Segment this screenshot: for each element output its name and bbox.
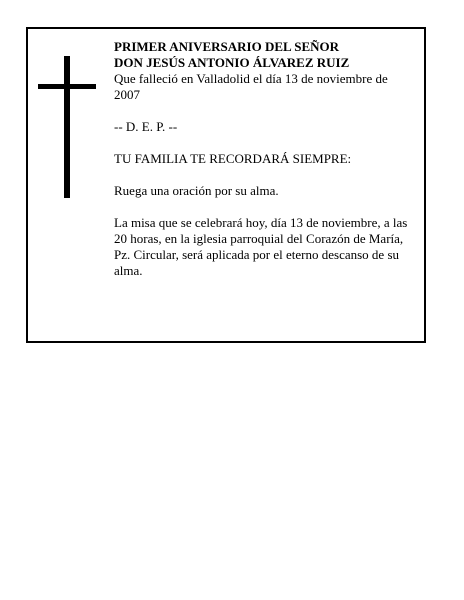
title-line-2: DON JESÚS ANTONIO ÁLVAREZ RUIZ <box>114 55 350 70</box>
spacer <box>114 199 410 215</box>
death-info: Que falleció en Valladolid el día 13 de noviembre de 2007 <box>114 71 388 102</box>
family-remembers: TU FAMILIA TE RECORDARÁ SIEMPRE: <box>114 151 352 166</box>
rip-line: -- D. E. P. -- <box>114 119 178 134</box>
spacer <box>114 135 410 151</box>
cross-horizontal-bar <box>38 84 96 89</box>
spacer <box>114 167 410 183</box>
cross-vertical-bar <box>64 56 70 198</box>
spacer <box>114 103 410 119</box>
prayer-request: Ruega una oración por su alma. <box>114 183 279 198</box>
title-line-1: PRIMER ANIVERSARIO DEL SEÑOR <box>114 39 340 54</box>
mass-info: La misa que se celebrará hoy, día 13 de noviembre, a las 20 horas, en la iglesia parroquial del Corazón de María, Pz. Circular, será aplicada por el eterno descanso de su alma. <box>114 215 408 278</box>
notice-text <box>114 39 410 279</box>
